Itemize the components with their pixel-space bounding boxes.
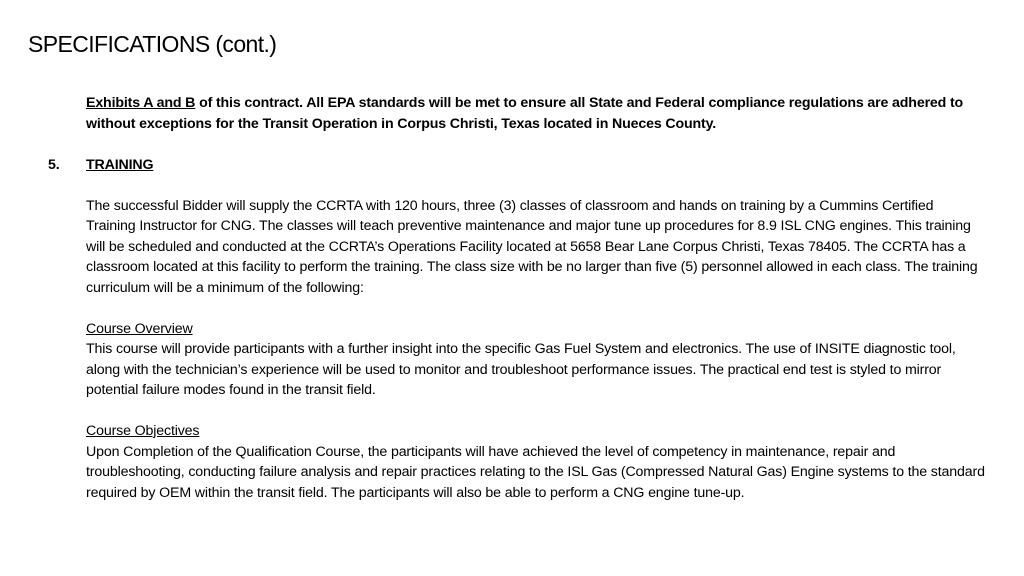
spacer	[86, 175, 986, 196]
training-paragraph: The successful Bidder will supply the CCRTA with 120 hours, three (3) classes of classroom and hands on training by a Cummins Certified Training Instructor for CNG. The classes will teach preventive maintenance and major tune up procedures for 8.9 ISL CNG engines. This training will be scheduled and conducted at the CCRTA’s Operations Facility located at 5658 Bear Lane Corpus Christi, Texas 78405. The CCRTA has a classroom located at this facility to perform the training. The class size with be no larger than five (5) personnel allowed in each class. The training curriculum will be a minimum of the following:	[86, 197, 978, 296]
course-objectives-text: Upon Completion of the Qualification Course, the participants will have achieved the level of competency in maintenance, repair and troubleshooting, conducting failure analysis and repair practices relating to the ISL Gas (Compressed Natural Gas) Engine systems to the standard required by OEM within the transit field. The participants will also be able to perform a CNG engine tune-up.	[86, 443, 985, 501]
course-objectives-heading: Course Objectives	[86, 423, 200, 439]
spacer	[86, 298, 986, 319]
page-title: SPECIFICATIONS (cont.)	[28, 31, 277, 57]
section-number: 5.	[48, 156, 60, 173]
section-heading: TRAINING	[86, 156, 154, 173]
course-overview-text: This course will provide participants with a further insight into the specific Gas Fuel System and electronics. The use of INSITE diagnostic tool, along with the technician’s experience will be used to monitor and troubleshoot performance issues. The practical end test is styled to mirror potential failure modes found in the transit field.	[86, 341, 956, 398]
spacer	[86, 134, 986, 155]
course-overview-heading: Course Overview	[86, 320, 193, 337]
intro-paragraph	[86, 93, 986, 134]
exhibits-reference: Exhibits A and B	[86, 95, 196, 111]
spacer	[86, 401, 986, 422]
slide-body	[48, 93, 986, 503]
section-heading-row	[48, 155, 986, 176]
intro-text: of this contract. All EPA standards will be met to ensure all State and Federal compliance regulations are adhered to without exceptions for the Transit Operation in Corpus Christi, Texas located in Nueces County.	[86, 95, 964, 132]
